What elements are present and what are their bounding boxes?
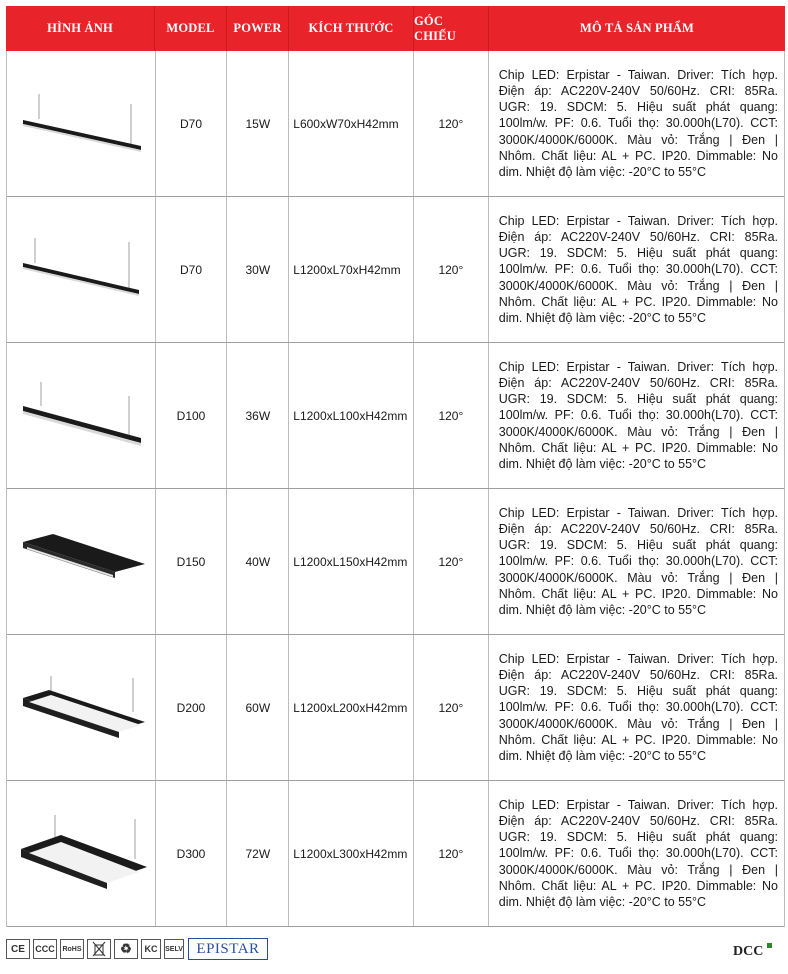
description-text: Chip LED: Erpistar - Taiwan. Driver: Tích hợp. Điện áp: AC220V-240V 50/60Hz. CRI: 85Ra. UGR: 19. SDCM: 5. Hiệu suất phát quang: 100lm/w. PF: 0.6. Tuổi thọ: 30.000h(L70). CCT: 3000K/4000K/6000K. Màu vỏ: Trắng | Đen | Nhôm. Chất liệu: AL + PC. IP20. Dimmable: No dim. Nhiệt độ làm việc: -20°C to 55°C [498,797,778,909]
power-cell: 60W [227,635,289,780]
product-image [7,781,156,926]
size-cell: L1200xL70xH42mm [289,197,414,342]
model-cell: D100 [156,343,228,488]
header-image: HÌNH ẢNH [6,6,155,51]
model-cell: D200 [156,635,228,780]
description-cell [489,51,784,196]
product-image [7,489,156,634]
header-description: MÔ TẢ SẢN PHẨM [579,21,695,35]
product-table [6,6,785,927]
model-cell: D70 [156,51,228,196]
size-cell: L1200xL200xH42mm [289,635,414,780]
ce-mark: CE [6,939,30,959]
table-row [7,489,784,635]
angle-cell: 120° [414,51,489,196]
size-cell: L1200xL150xH42mm [289,489,414,634]
description-cell [489,489,784,634]
product-image [7,51,156,196]
rohs-mark: RoHS [60,939,84,959]
linear-lamp-d100-image [11,376,151,456]
table-row [7,197,784,343]
description-text: Chip LED: Erpistar - Taiwan. Driver: Tích hợp. Điện áp: AC220V-240V 50/60Hz. CRI: 85Ra. UGR: 19. SDCM: 5. Hiệu suất phát quang: 100lm/w. PF: 0.6. Tuổi thọ: 30.000h(L70). CCT: 3000K/4000K/6000K. Màu vỏ: Trắng | Đen | Nhôm. Chất liệu: AL + PC. IP20. Dimmable: No dim. Nhiệt độ làm việc: -20°C to 55°C [498,505,778,617]
model-cell: D300 [156,781,228,926]
table-row [7,343,784,489]
header-size: KÍCH THƯỚC [289,6,414,51]
angle-cell: 120° [414,781,489,926]
table-row [7,635,784,781]
size-cell: L1200xL300xH42mm [289,781,414,926]
product-image [7,197,156,342]
product-image [7,343,156,488]
size-cell: L600xW70xH42mm [289,51,414,196]
model-cell: D150 [156,489,228,634]
product-image [7,635,156,780]
power-cell: 40W [227,489,289,634]
header-angle: GÓC CHIẾU [414,6,489,51]
description-text: Chip LED: Erpistar - Taiwan. Driver: Tích hợp. Điện áp: AC220V-240V 50/60Hz. CRI: 85Ra. UGR: 19. SDCM: 5. Hiệu suất phát quang: 100lm/w. PF: 0.6. Tuổi thọ: 30.000h(L70). CCT: 3000K/4000K/6000K. Màu vỏ: Trắng | Đen | Nhôm. Chất liệu: AL + PC. IP20. Dimmable: No dim. Nhiệt độ làm việc: -20°C to 55°C [498,67,778,179]
size-cell: L1200xL100xH42mm [289,343,414,488]
power-cell: 36W [227,343,289,488]
weee-bin-icon [87,939,111,959]
linear-lamp-d150-image [11,522,151,602]
linear-lamp-d200-image [11,668,151,748]
angle-cell: 120° [414,489,489,634]
table-body [6,51,785,927]
table-header [6,6,785,51]
description-text: Chip LED: Erpistar - Taiwan. Driver: Tích hợp. Điện áp: AC220V-240V 50/60Hz. CRI: 85Ra. UGR: 19. SDCM: 5. Hiệu suất phát quang: 100lm/w. PF: 0.6. Tuổi thọ: 30.000h(L70). CCT: 3000K/4000K/6000K. Màu vỏ: Trắng | Đen | Nhôm. Chất liệu: AL + PC. IP20. Dimmable: No dim. Nhiệt độ làm việc: -20°C to 55°C [498,213,778,325]
dcc-brand-logo [731,941,781,959]
header-power: POWER [227,6,289,51]
header-model: MODEL [155,6,227,51]
description-cell [489,197,784,342]
recycle-icon: ♻ [114,939,138,959]
svg-text:DCC: DCC [733,944,764,959]
power-cell: 30W [227,197,289,342]
description-cell [489,343,784,488]
ccc-mark: CCC [33,939,57,959]
kc-mark: KC [141,939,161,959]
description-cell [489,781,784,926]
linear-lamp-d70-long-image [11,230,151,310]
power-cell: 72W [227,781,289,926]
table-row [7,51,784,197]
angle-cell: 120° [414,197,489,342]
certification-footer [6,935,785,965]
model-cell: D70 [156,197,228,342]
description-text: Chip LED: Erpistar - Taiwan. Driver: Tích hợp. Điện áp: AC220V-240V 50/60Hz. CRI: 85Ra. UGR: 19. SDCM: 5. Hiệu suất phát quang: 100lm/w. PF: 0.6. Tuổi thọ: 30.000h(L70). CCT: 3000K/4000K/6000K. Màu vỏ: Trắng | Đen | Nhôm. Chất liệu: AL + PC. IP20. Dimmable: No dim. Nhiệt độ làm việc: -20°C to 55°C [498,651,778,763]
description-cell [489,635,784,780]
angle-cell: 120° [414,343,489,488]
linear-lamp-d70-short-image [11,84,151,164]
epistar-logo: EPISTAR [188,938,268,960]
table-row [7,781,784,927]
angle-cell: 120° [414,635,489,780]
description-text: Chip LED: Erpistar - Taiwan. Driver: Tích hợp. Điện áp: AC220V-240V 50/60Hz. CRI: 85Ra. UGR: 19. SDCM: 5. Hiệu suất phát quang: 100lm/w. PF: 0.6. Tuổi thọ: 30.000h(L70). CCT: 3000K/4000K/6000K. Màu vỏ: Trắng | Đen | Nhôm. Chất liệu: AL + PC. IP20. Dimmable: No dim. Nhiệt độ làm việc: -20°C to 55°C [498,359,778,471]
power-cell: 15W [227,51,289,196]
linear-lamp-d300-image [11,809,151,899]
selv-mark: SELV [164,939,184,959]
